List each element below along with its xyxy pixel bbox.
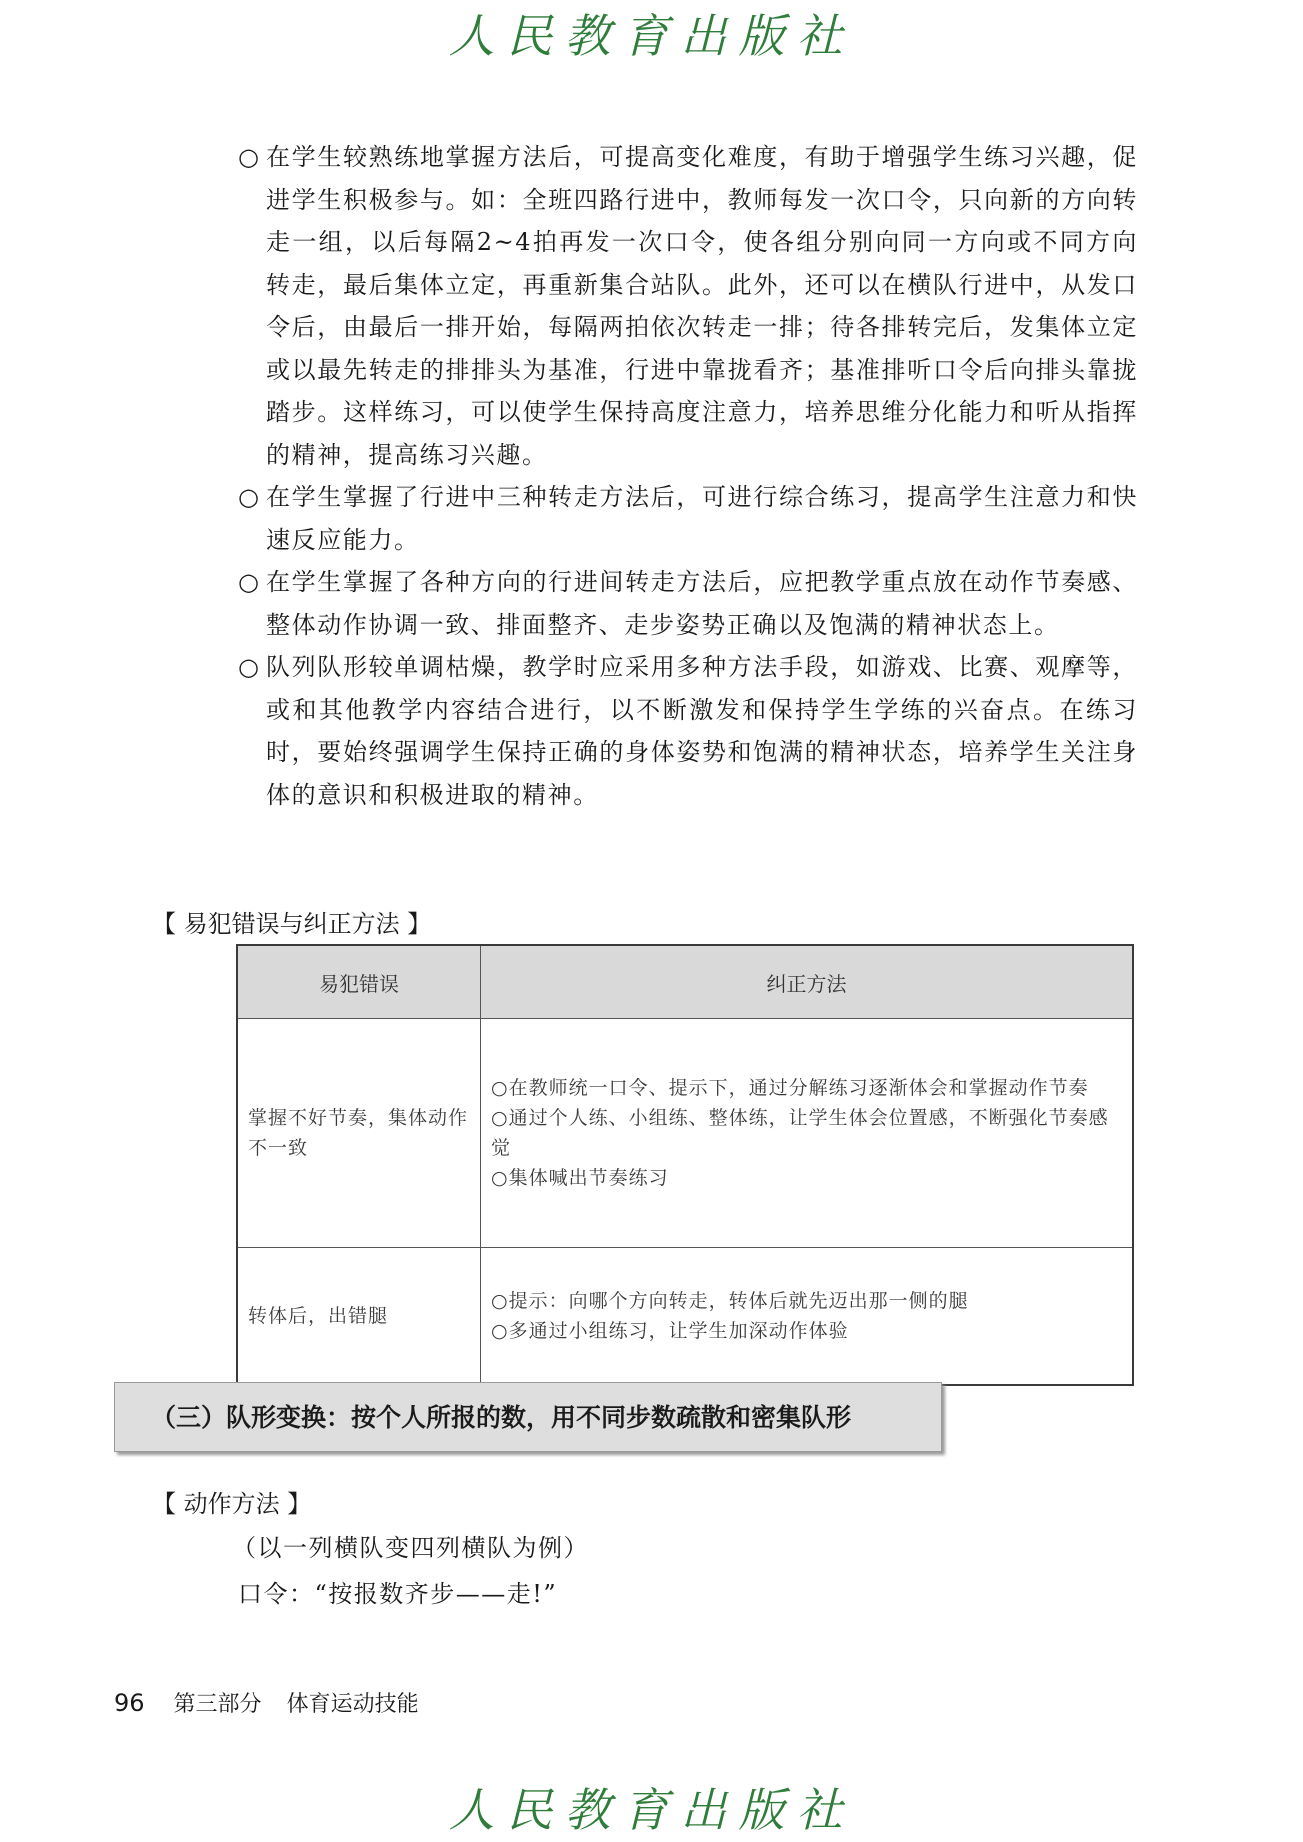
method-command: 口令：“按报数齐步——走!”: [238, 1580, 558, 1608]
fix-cell: [481, 1019, 1134, 1248]
fix-line: ○提示：向哪个方向转走，转体后就先迈出那一侧的腿: [491, 1290, 969, 1312]
method-section-label: 【 动作方法 】: [152, 1490, 312, 1518]
bullet-item: [238, 136, 1138, 476]
bullet-text: 在学生掌握了各种方向的行进间转走方法后，应把教学重点放在动作节奏感、整体动作协调一致、排面整齐、走步姿势正确以及饱满的精神状态上。: [266, 568, 1138, 639]
bullet-item: [238, 646, 1138, 816]
table-header-fix: 纠正方法: [481, 945, 1134, 1019]
fix-line: ○通过个人练、小组练、整体练，让学生体会位置感，不断强化节奏感觉: [491, 1107, 1109, 1159]
table-row: [237, 1248, 1133, 1386]
bullet-text: 队列队形较单调枯燥，教学时应采用多种方法手段，如游戏、比赛、观摩等，或和其他教学内容结合进行，以不断激发和保持学生学练的兴奋点。在练习时，要始终强调学生保持正确的身体姿势和饱满的精神状态，培养学生关注身体的意识和积极进取的精神。: [266, 653, 1138, 809]
section-heading: （三）队形变换：按个人所报的数，用不同步数疏散和密集队形: [114, 1382, 942, 1452]
fix-line: ○多通过小组练习，让学生加深动作体验: [491, 1320, 849, 1342]
errors-table: [236, 944, 1134, 1386]
error-cell: 转体后，出错腿: [237, 1248, 481, 1386]
table-header-row: [237, 945, 1133, 1019]
table-header-error: 易犯错误: [237, 945, 481, 1019]
circle-bullet-icon: ○: [238, 653, 261, 681]
fix-line: ○集体喊出节奏练习: [491, 1167, 669, 1189]
errors-section-label: 【 易犯错误与纠正方法 】: [152, 910, 432, 938]
bullet-text: 在学生较熟练地掌握方法后，可提高变化难度，有助于增强学生练习兴趣，促进学生积极参与。如：全班四路行进中，教师每发一次口令，只向新的方向转走一组，以后每隔2~4拍再发一次口令，使各组分别向同一方向或不同方向转走，最后集体立定，再重新集合站队。此外，还可以在横队行进中，从发口令后，由最后一排开始，每隔两拍依次转走一排；待各排转完后，发集体立定或以最先转走的排排头为基准，行进中靠拢看齐；基准排听口令后向排头靠拢踏步。这样练习，可以使学生保持高度注意力，培养思维分化能力和听从指挥的精神，提高练习兴趣。: [266, 143, 1138, 469]
footer-part: 第三部分: [173, 1692, 262, 1717]
circle-bullet-icon: ○: [238, 483, 261, 511]
fix-line: ○在教师统一口令、提示下，通过分解练习逐渐体会和掌握动作节奏: [491, 1077, 1089, 1099]
circle-bullet-icon: ○: [238, 143, 261, 171]
bullet-text: 在学生掌握了行进中三种转走方法后，可进行综合练习，提高学生注意力和快速反应能力。: [266, 483, 1138, 554]
error-cell: 掌握不好节奏，集体动作不一致: [237, 1019, 481, 1248]
page-footer: [114, 1688, 419, 1720]
publisher-logo-bottom: 人民教育出版社: [448, 1783, 855, 1837]
circle-bullet-icon: ○: [238, 568, 261, 596]
publisher-logo-top: 人民教育出版社: [448, 9, 855, 63]
bullet-list: [238, 136, 1138, 816]
method-example: （以一列横队变四列横队为例）: [232, 1534, 589, 1562]
table-row: [237, 1019, 1133, 1248]
bullet-item: [238, 476, 1138, 561]
fix-cell: [481, 1248, 1134, 1386]
footer-chapter: 体育运动技能: [286, 1692, 419, 1717]
bullet-item: [238, 561, 1138, 646]
page-number: 96: [114, 1689, 145, 1717]
